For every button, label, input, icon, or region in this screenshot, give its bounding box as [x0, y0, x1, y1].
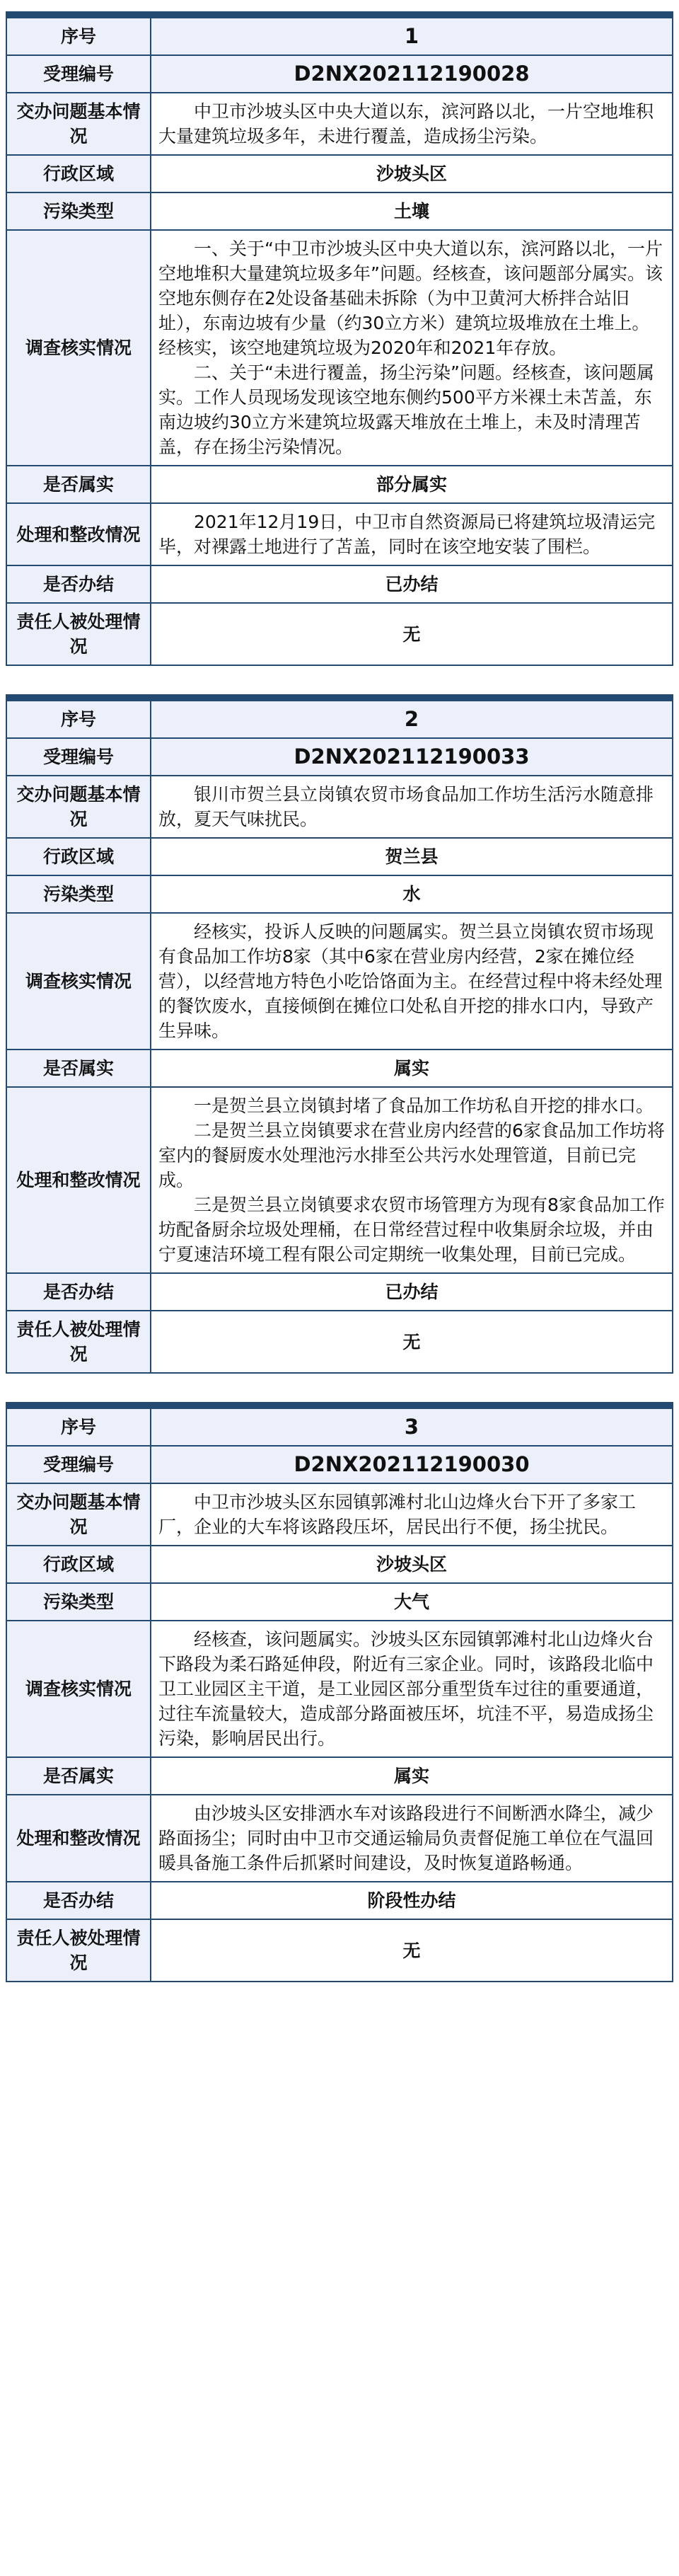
closed-label: 是否办结 — [6, 565, 151, 603]
case-no-value: D2NX202112190030 — [151, 1446, 673, 1483]
investigation-value — [151, 230, 673, 466]
region-value: 沙坡头区 — [151, 1546, 673, 1583]
closed-label: 是否办结 — [6, 1882, 151, 1919]
accountability-label: 责任人被处理情况 — [6, 603, 151, 665]
accountability-label: 责任人被处理情况 — [6, 1311, 151, 1373]
region-value: 贺兰县 — [151, 838, 673, 875]
table-row — [6, 838, 673, 875]
investigation-value — [151, 913, 673, 1050]
accountability-value: 无 — [151, 1311, 673, 1373]
region-label: 行政区域 — [6, 838, 151, 875]
seq-label: 序号 — [6, 698, 151, 738]
handling-paragraph: 由沙坡头区安排洒水车对该路段进行不间断洒水降尘，减少路面扬尘；同时由中卫市交通运输局负责督促施工单位在气温回暖具备施工条件后抓紧时间建设，及时恢复道路畅通。 — [158, 1803, 654, 1873]
pollution-type-label: 污染类型 — [6, 192, 151, 230]
table-row — [6, 1483, 673, 1546]
verified-value: 部分属实 — [151, 466, 673, 503]
table-row — [6, 503, 673, 565]
table-row — [6, 1882, 673, 1919]
verified-value: 属实 — [151, 1757, 673, 1795]
investigation-label: 调查核实情况 — [6, 230, 151, 466]
table-row — [6, 155, 673, 192]
table-row — [6, 1446, 673, 1483]
accountability-value: 无 — [151, 603, 673, 665]
table-row — [6, 875, 673, 913]
handling-value — [151, 1087, 673, 1273]
table-row — [6, 1311, 673, 1373]
problem-value — [151, 1483, 673, 1546]
table-row — [6, 15, 673, 55]
verified-label: 是否属实 — [6, 1050, 151, 1087]
investigation-paragraph: 经核查，该问题属实。沙坡头区东园镇郭滩村北山边烽火台下路段为柔石路延伸段，附近有三家企业。同时，该路段北临中卫工业园区主干道，是工业园区部分重型货车过往的重要通道，过往车流量较大，造成部分路面被压坏，坑洼不平，易造成扬尘污染，影响居民出行。 — [158, 1629, 654, 1749]
table-row — [6, 1546, 673, 1583]
problem-text: 银川市贺兰县立岗镇农贸市场食品加工作坊生活污水随意排放，夏天气味扰民。 — [158, 784, 654, 829]
case-no-label: 受理编号 — [6, 1446, 151, 1483]
closed-value: 阶段性办结 — [151, 1882, 673, 1919]
pollution-type-label: 污染类型 — [6, 1583, 151, 1621]
region-value: 沙坡头区 — [151, 155, 673, 192]
seq-value: 2 — [151, 698, 673, 738]
table-row — [6, 1273, 673, 1311]
seq-value: 1 — [151, 15, 673, 55]
table-row — [6, 230, 673, 466]
pollution-type-value: 土壤 — [151, 192, 673, 230]
table-row — [6, 192, 673, 230]
handling-paragraph: 2021年12月19日，中卫市自然资源局已将建筑垃圾清运完毕，对裸露土地进行了苫盖，同时在该空地安装了围栏。 — [158, 512, 656, 557]
closed-label: 是否办结 — [6, 1273, 151, 1311]
verified-label: 是否属实 — [6, 1757, 151, 1795]
investigation-paragraph: 二、关于“未进行覆盖，扬尘污染”问题。经核查，该问题属实。工作人员现场发现该空地东侧约500平方米裸土未苫盖，东南边坡约30立方米建筑垃圾露天堆放在土堆上，未及时清理苫盖，存在扬尘污染情况。 — [158, 362, 654, 457]
accountability-value: 无 — [151, 1919, 673, 1982]
handling-label: 处理和整改情况 — [6, 1795, 151, 1882]
problem-text: 中卫市沙坡头区中央大道以东，滨河路以北，一片空地堆积大量建筑垃圾多年，未进行覆盖，造成扬尘污染。 — [158, 101, 654, 146]
table-row — [6, 1795, 673, 1882]
investigation-paragraph: 一、关于“中卫市沙坡头区中央大道以东，滨河路以北，一片空地堆积大量建筑垃圾多年”问题。经核查，该问题部分属实。该空地东侧存在2处设备基础未拆除（为中卫黄河大桥拌合站旧址），东南边坡有少量（约30立方米）建筑垃圾堆放在土堆上。经核实，该空地建筑垃圾为2020年和2021年存放。 — [158, 238, 663, 358]
pollution-type-value: 水 — [151, 875, 673, 913]
problem-label: 交办问题基本情况 — [6, 93, 151, 155]
table-row — [6, 55, 673, 93]
table-row — [6, 1621, 673, 1757]
problem-text: 中卫市沙坡头区东园镇郭滩村北山边烽火台下开了多家工厂，企业的大车将该路段压坏，居民出行不便，扬尘扰民。 — [158, 1492, 637, 1537]
verified-label: 是否属实 — [6, 466, 151, 503]
table-row — [6, 93, 673, 155]
seq-value: 3 — [151, 1405, 673, 1446]
problem-label: 交办问题基本情况 — [6, 1483, 151, 1546]
handling-label: 处理和整改情况 — [6, 503, 151, 565]
record-table — [6, 694, 673, 1374]
region-label: 行政区域 — [6, 155, 151, 192]
investigation-label: 调查核实情况 — [6, 1621, 151, 1757]
accountability-label: 责任人被处理情况 — [6, 1919, 151, 1982]
handling-paragraph: 二是贺兰县立岗镇要求在营业房内经营的6家食品加工作坊将室内的餐厨废水处理池污水排至公共污水处理管道，目前已完成。 — [158, 1120, 665, 1190]
problem-label: 交办问题基本情况 — [6, 776, 151, 838]
table-row — [6, 565, 673, 603]
handling-label: 处理和整改情况 — [6, 1087, 151, 1273]
investigation-value — [151, 1621, 673, 1757]
handling-paragraph: 一是贺兰县立岗镇封堵了食品加工作坊私自开挖的排水口。 — [194, 1096, 654, 1116]
seq-label: 序号 — [6, 1405, 151, 1446]
pollution-type-value: 大气 — [151, 1583, 673, 1621]
table-row — [6, 1087, 673, 1273]
case-no-value: D2NX202112190028 — [151, 55, 673, 93]
table-row — [6, 603, 673, 665]
case-no-value: D2NX202112190033 — [151, 738, 673, 776]
table-row — [6, 466, 673, 503]
investigation-paragraph: 经核实，投诉人反映的问题属实。贺兰县立岗镇农贸市场现有食品加工作坊8家（其中6家在营业房内经营，2家在摊位经营），以经营地方特色小吃饸饹面为主。在经营过程中将未经处理的餐饮废水，直接倾倒在摊位口处私自开挖的排水口内，导致产生异味。 — [158, 921, 663, 1041]
problem-value — [151, 93, 673, 155]
table-row — [6, 698, 673, 738]
case-no-label: 受理编号 — [6, 738, 151, 776]
closed-value: 已办结 — [151, 565, 673, 603]
table-row — [6, 738, 673, 776]
handling-value — [151, 1795, 673, 1882]
verified-value: 属实 — [151, 1050, 673, 1087]
handling-paragraph: 三是贺兰县立岗镇要求农贸市场管理方为现有8家食品加工作坊配备厨余垃圾处理桶，在日常经营过程中收集厨余垃圾，并由宁夏速洁环境工程有限公司定期统一收集处理，目前已完成。 — [158, 1195, 665, 1265]
table-row — [6, 1919, 673, 1982]
closed-value: 已办结 — [151, 1273, 673, 1311]
handling-value — [151, 503, 673, 565]
record-table — [6, 11, 673, 666]
table-row — [6, 1050, 673, 1087]
table-row — [6, 1583, 673, 1621]
table-row — [6, 913, 673, 1050]
investigation-label: 调查核实情况 — [6, 913, 151, 1050]
problem-value — [151, 776, 673, 838]
table-row — [6, 1405, 673, 1446]
record-table — [6, 1402, 673, 1982]
table-row — [6, 1757, 673, 1795]
region-label: 行政区域 — [6, 1546, 151, 1583]
seq-label: 序号 — [6, 15, 151, 55]
case-no-label: 受理编号 — [6, 55, 151, 93]
table-row — [6, 776, 673, 838]
pollution-type-label: 污染类型 — [6, 875, 151, 913]
